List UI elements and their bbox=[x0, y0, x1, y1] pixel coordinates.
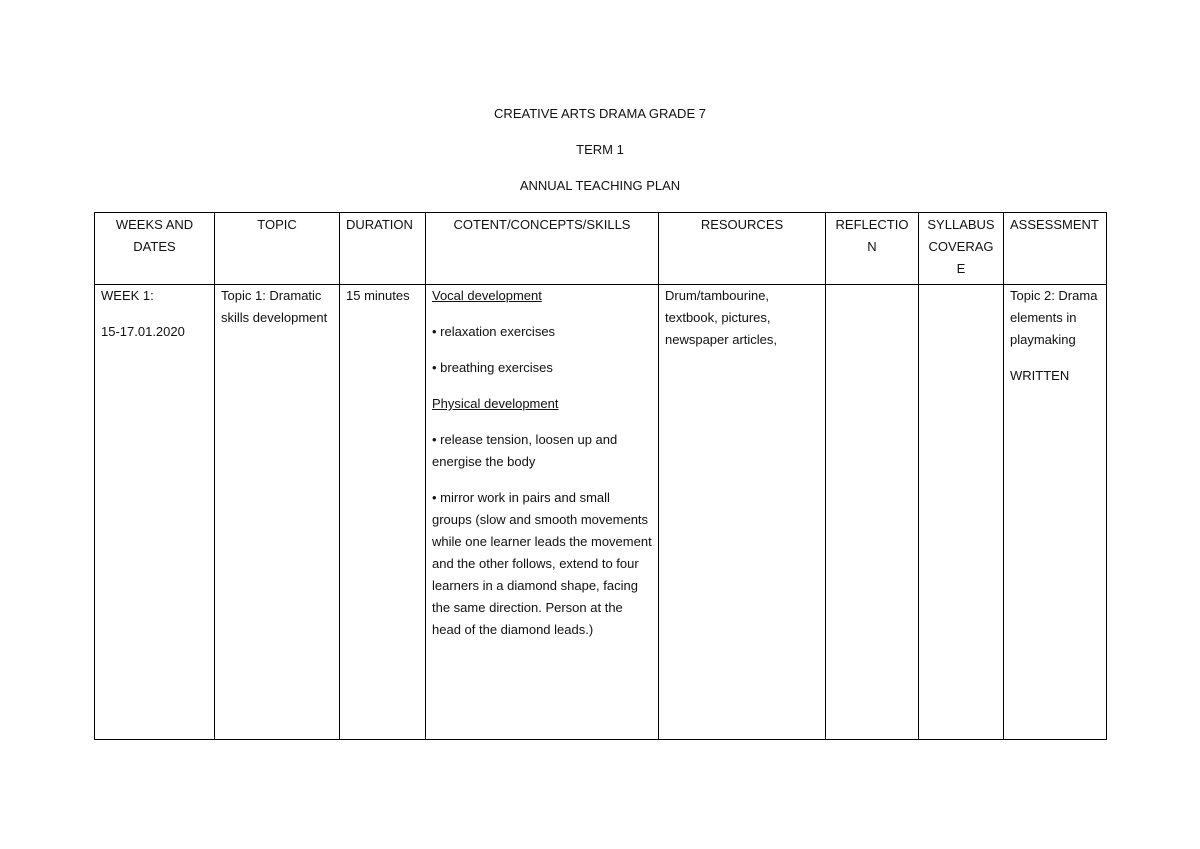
cell-assessment bbox=[1004, 285, 1107, 740]
column-header-resources: RESOURCES bbox=[659, 213, 826, 285]
week-label: WEEK 1: bbox=[101, 288, 154, 303]
content-bullet: • breathing exercises bbox=[432, 360, 553, 375]
plan-label: ANNUAL TEACHING PLAN bbox=[519, 178, 681, 193]
column-header-reflection: REFLECTIO N bbox=[826, 213, 919, 285]
column-header-assessment: ASSESSMENT bbox=[1004, 213, 1107, 285]
cell-duration bbox=[340, 285, 426, 740]
content-bullet: • release tension, loosen up and energise the body bbox=[432, 432, 618, 469]
content-bullet: • relaxation exercises bbox=[432, 324, 556, 339]
assessment-type: WRITTEN bbox=[1010, 368, 1070, 383]
teaching-plan-table bbox=[94, 212, 1107, 740]
resources-text: Drum/tambourine, textbook, pictures, newspaper articles, bbox=[665, 288, 777, 347]
column-header-weeks: WEEKS AND DATES bbox=[95, 213, 215, 285]
term-label: TERM 1 bbox=[576, 142, 624, 157]
table-header-row bbox=[95, 213, 1107, 285]
column-header-topic: TOPIC bbox=[215, 213, 340, 285]
cell-reflection bbox=[826, 285, 919, 740]
table-row bbox=[95, 285, 1107, 740]
cell-syllabus bbox=[919, 285, 1004, 740]
vocal-development-heading: Vocal development bbox=[432, 288, 542, 303]
assessment-topic: Topic 2: Drama elements in playmaking bbox=[1010, 288, 1098, 347]
physical-development-heading: Physical development bbox=[432, 396, 559, 411]
week-dates: 15-17.01.2020 bbox=[101, 324, 185, 339]
document-title: CREATIVE ARTS DRAMA GRADE 7 bbox=[494, 106, 706, 121]
content-bullet: • mirror work in pairs and small groups (slow and smooth movements while one learner leads the movement and the other follows, extend to four learners in a diamond shape, facing the same direction. Person at the head of the diamond leads.) bbox=[432, 490, 652, 637]
column-header-syllabus: SYLLABUS COVERAGE bbox=[919, 213, 1004, 285]
topic-text: Topic 1: Dramatic skills development bbox=[221, 288, 328, 325]
cell-topic bbox=[215, 285, 340, 740]
column-header-content: COTENT/CONCEPTS/SKILLS bbox=[426, 213, 659, 285]
cell-resources bbox=[659, 285, 826, 740]
column-header-duration: DURATION bbox=[340, 213, 426, 285]
cell-content bbox=[426, 285, 659, 740]
duration-text: 15 minutes bbox=[346, 288, 410, 303]
cell-weeks bbox=[95, 285, 215, 740]
